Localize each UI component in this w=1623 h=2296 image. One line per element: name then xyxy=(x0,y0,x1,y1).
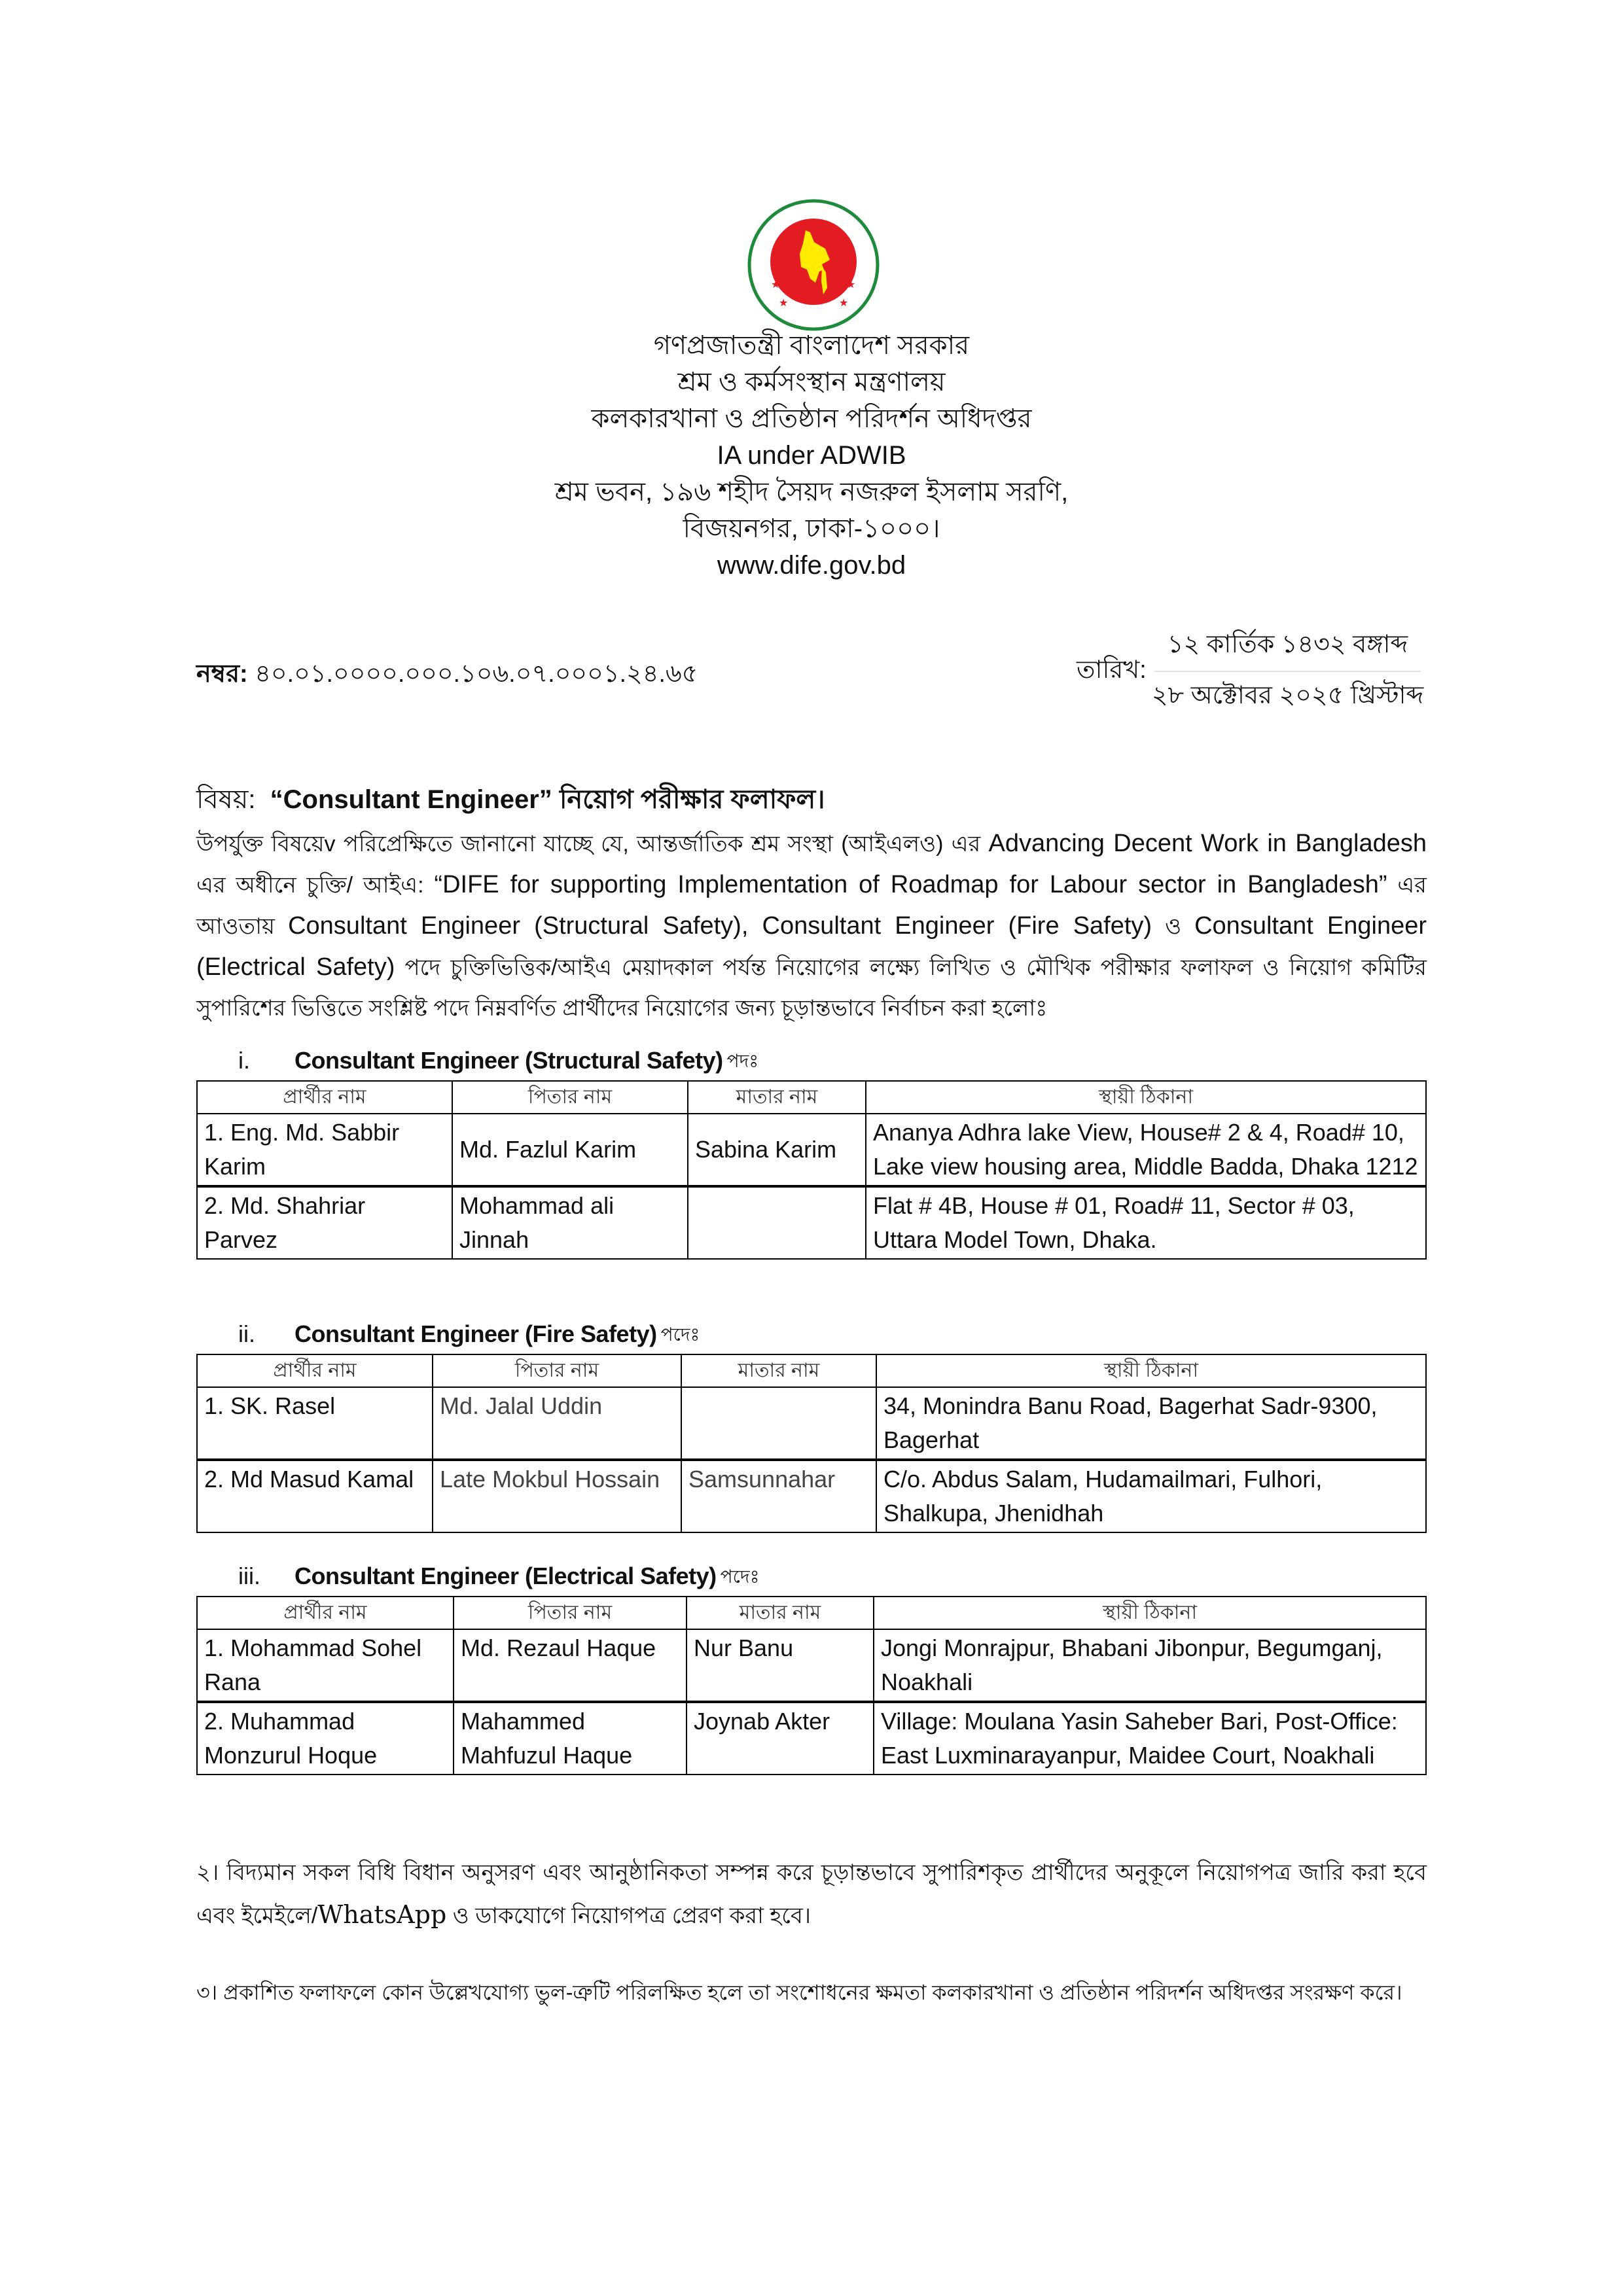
subject-quoted: “Consultant Engineer” xyxy=(270,785,552,814)
father-name: Mahammed Mahfuzul Haque xyxy=(454,1702,687,1775)
header-address: স্থায়ী ঠিকানা xyxy=(876,1354,1426,1387)
mother-name xyxy=(681,1387,876,1460)
section-suffix: পদেঃ xyxy=(720,1566,760,1587)
candidate-name: 2. Md Masud Kamal xyxy=(197,1460,433,1532)
candidate-name: 1. SK. Rasel xyxy=(197,1387,433,1460)
mother-name xyxy=(688,1186,866,1259)
section-electrical-safety xyxy=(196,1563,1427,1775)
subject-line xyxy=(196,779,825,822)
svg-text:★: ★ xyxy=(779,298,789,309)
header-father: পিতার নাম xyxy=(433,1354,681,1387)
address-line-1: শ্রম ভবন, ১৯৬ শহীদ সৈয়দ নজরুল ইসলাম সরণি, xyxy=(554,478,1069,506)
svg-text:★: ★ xyxy=(846,279,856,291)
mother-name: Joynab Akter xyxy=(687,1702,874,1775)
date-block xyxy=(1077,625,1423,718)
subject-rest: নিয়োগ পরীক্ষার ফলাফল। xyxy=(559,785,825,814)
body-paragraph xyxy=(196,823,1427,1029)
paragraph-2-text: ২। বিদ্যমান সকল বিধি বিধান অনুসরণ এবং আনুষ্ঠানিকতা সম্পন্ন করে চূড়ান্তভাবে সুপারিশকৃত প্রার্থীদের অনুকূলে নিয়োগপত্র জারি করা হবে এবং ইমেইলে/ xyxy=(196,1860,1427,1928)
body-text: ও xyxy=(1165,914,1182,939)
section-fire-safety xyxy=(196,1320,1427,1533)
svg-text:★: ★ xyxy=(839,298,849,309)
date-label: তারিখ: xyxy=(1077,656,1147,684)
table-row xyxy=(197,1629,1426,1702)
bangladesh-emblem-icon xyxy=(738,196,889,334)
table-row xyxy=(197,1702,1426,1775)
header-father: পিতার নাম xyxy=(452,1081,688,1114)
section-number: iii. xyxy=(238,1563,260,1589)
header-candidate: প্রার্থীর নাম xyxy=(197,1081,452,1114)
section-title: Consultant Engineer (Fire Safety) xyxy=(294,1320,657,1347)
section-structural-safety xyxy=(196,1047,1427,1260)
table-row xyxy=(197,1387,1426,1460)
government-emblem-logo xyxy=(738,196,889,334)
letterhead xyxy=(0,327,1623,584)
table-row xyxy=(197,1114,1426,1186)
government-name: গণপ্রজাতন্ত্রী বাংলাদেশ সরকার xyxy=(653,331,970,360)
body-text-en: Advancing Decent Work in Bangladesh xyxy=(988,830,1427,857)
body-text: পদে চুক্তিভিত্তিক/আইএ মেয়াদকাল পর্যন্ত নিয়োগের লক্ষ্যে লিখিত ও মৌখিক পরীক্ষার ফলাফল ও নিয়োগ কমিটির সুপারিশের ভিত্তিতে সংশ্লিষ্ট পদে নিম্নবর্ণিত প্রার্থীদের নিয়োগের জন্য চূড়ান্তভাবে নির্বাচন করা হলোঃ xyxy=(196,955,1427,1021)
results-table xyxy=(196,1080,1427,1260)
mother-name: Samsunnahar xyxy=(681,1460,876,1532)
subject-label: বিষয়: xyxy=(196,785,256,814)
father-name: Late Mokbul Hossain xyxy=(433,1460,681,1532)
ministry-name: শ্রম ও কর্মসংস্থান মন্ত্রণালয় xyxy=(677,368,946,397)
paragraph-3: ৩। প্রকাশিত ফলাফলে কোন উল্লেখযোগ্য ভুল-ত্রুটি পরিলক্ষিত হলে তা সংশোধনের ক্ষমতা কলকারখানা ও প্রতিষ্ঠান পরিদর্শন অধিদপ্তর সংরক্ষণ করে। xyxy=(196,1981,1402,2004)
permanent-address: Village: Moulana Yasin Saheber Bari, Post-Office: East Luxminarayanpur, Maidee Court, Noakhali xyxy=(874,1702,1426,1775)
father-name: Md. Rezaul Haque xyxy=(454,1629,687,1702)
permanent-address: Flat # 4B, House # 01, Road# 11, Sector # 03, Uttara Model Town, Dhaka. xyxy=(866,1186,1426,1259)
permanent-address: 34, Monindra Banu Road, Bagerhat Sadr-9300, Bagerhat xyxy=(876,1387,1426,1460)
section-suffix: পদঃ xyxy=(726,1051,759,1071)
body-text: এর অধীনে চুক্তি/ আইএ: xyxy=(196,873,424,898)
permanent-address: Ananya Adhra lake View, House# 2 & 4, Road# 10, Lake view housing area, Middle Badda, Dhaka 1212 xyxy=(866,1114,1426,1186)
mother-name: Sabina Karim xyxy=(688,1114,866,1186)
father-name: Mohammad ali Jinnah xyxy=(452,1186,688,1259)
candidate-name: 2. Muhammad Monzurul Hoque xyxy=(197,1702,454,1775)
table-row xyxy=(197,1186,1426,1259)
date-gregorian: ২৮ অক্টোবর ২০২৫ খ্রিস্টাব্দ xyxy=(1151,682,1424,709)
memo-number xyxy=(196,654,698,696)
header-father: পিতার নাম xyxy=(454,1597,687,1629)
website-link[interactable]: www.dife.gov.bd xyxy=(717,551,906,580)
section-number: i. xyxy=(238,1047,250,1074)
whatsapp-text: WhatsApp xyxy=(317,1900,447,1929)
body-text: উপর্যুক্ত বিষয়েv পরিপ্রেক্ষিতে জানানো যাচ্ছে যে, আন্তর্জাতিক শ্রম সংস্থা (আইএলও) এর xyxy=(196,832,981,857)
results-table xyxy=(196,1596,1427,1775)
memo-number-value: ৪০.০১.০০০০.০০০.১০৬.০৭.০০০১.২৪.৬৫ xyxy=(255,660,698,688)
permanent-address: C/o. Abdus Salam, Hudamailmari, Fulhori, Shalkupa, Jhenidhah xyxy=(876,1460,1426,1532)
candidate-name: 1. Mohammad Sohel Rana xyxy=(197,1629,454,1702)
section-number: ii. xyxy=(238,1320,255,1347)
header-mother: মাতার নাম xyxy=(688,1081,866,1114)
body-text: এর আওতায় xyxy=(196,873,1427,939)
section-title: Consultant Engineer (Structural Safety) xyxy=(294,1047,723,1074)
father-name: Md. Fazlul Karim xyxy=(452,1114,688,1186)
paragraph-2-text: ও ডাকযোগে নিয়োগপত্র প্রেরণ করা হবে। xyxy=(452,1903,812,1928)
candidate-name: 1. Eng. Md. Sabbir Karim xyxy=(197,1114,452,1186)
header-mother: মাতার নাম xyxy=(687,1597,874,1629)
department-name: কলকারখানা ও প্রতিষ্ঠান পরিদর্শন অধিদপ্তর xyxy=(591,404,1032,433)
header-mother: মাতার নাম xyxy=(681,1354,876,1387)
header-candidate: প্রার্থীর নাম xyxy=(197,1354,433,1387)
permanent-address: Jongi Monrajpur, Bhabani Jibonpur, Begumganj, Noakhali xyxy=(874,1629,1426,1702)
body-text-en: Consultant Engineer (Electrical Safety) xyxy=(196,912,1427,981)
date-bangla: ১২ কার্তিক ১৪৩২ বঙ্গাব্দ xyxy=(1154,625,1421,672)
section-suffix: পদেঃ xyxy=(660,1324,700,1345)
section-title: Consultant Engineer (Electrical Safety) xyxy=(294,1563,717,1589)
candidate-name: 2. Md. Shahriar Parvez xyxy=(197,1186,452,1259)
svg-text:★: ★ xyxy=(771,279,781,291)
body-text-en: Consultant Engineer (Structural Safety), Consultant Engineer (Fire Safety) xyxy=(288,912,1152,940)
header-candidate: প্রার্থীর নাম xyxy=(197,1597,454,1629)
table-row xyxy=(197,1460,1426,1532)
memo-number-label: নম্বর: xyxy=(196,660,248,688)
address-line-2: বিজয়নগর, ঢাকা-১০০০। xyxy=(683,514,940,543)
project-name: IA under ADWIB xyxy=(717,441,906,470)
results-table xyxy=(196,1354,1427,1533)
body-text-en: “DIFE for supporting Implementation of Roadmap for Labour sector in Bangladesh” xyxy=(434,871,1387,898)
paragraph-2 xyxy=(196,1852,1427,1937)
header-address: স্থায়ী ঠিকানা xyxy=(866,1081,1426,1114)
father-name: Md. Jalal Uddin xyxy=(433,1387,681,1460)
header-address: স্থায়ী ঠিকানা xyxy=(874,1597,1426,1629)
mother-name: Nur Banu xyxy=(687,1629,874,1702)
